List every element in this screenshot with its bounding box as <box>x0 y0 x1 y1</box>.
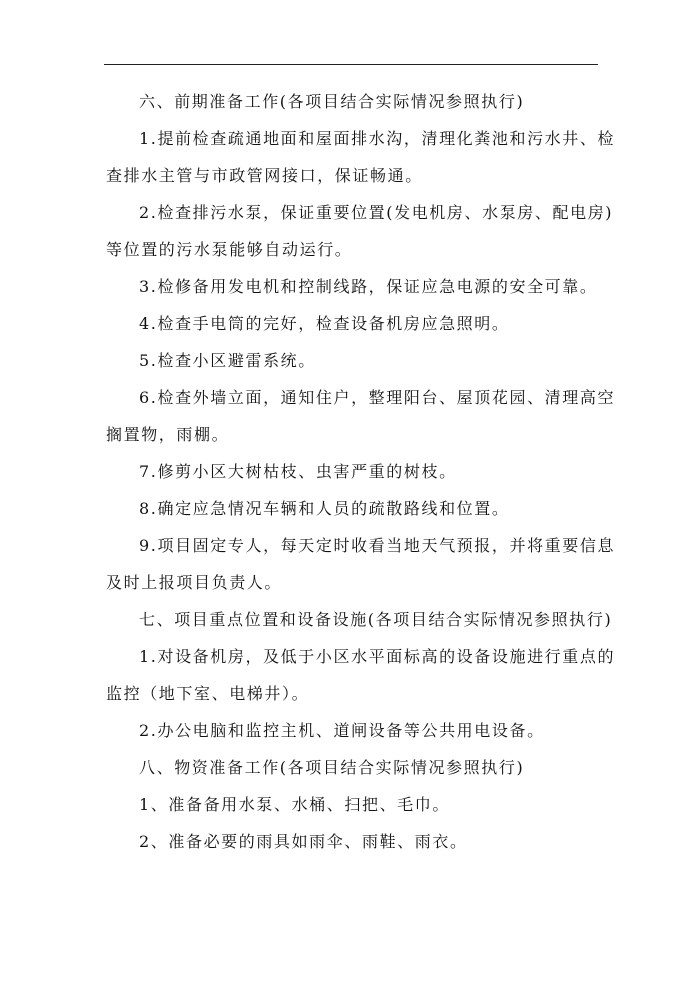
document-body <box>106 92 616 870</box>
list-item: 4.检查手电筒的完好，检查设备机房应急照明。 <box>139 314 510 333</box>
list-item: 1、准备备用水泵、水桶、扫把、毛巾。 <box>139 795 450 814</box>
list-item: 2.办公电脑和监控主机、道闸设备等公共用电设备。 <box>139 721 545 740</box>
list-item: 2、准备必要的雨具如雨伞、雨鞋、雨衣。 <box>139 832 468 851</box>
list-item: 3.检修备用发电机和控制线路，保证应急电源的安全可靠。 <box>139 277 598 296</box>
list-item: 1.提前检查疏通地面和屋面排水沟，清理化粪池和污水井、检 查排水主管与市政管网接口，保证畅通。 <box>106 129 616 185</box>
list-item: 5.检查小区避雷系统。 <box>139 351 316 370</box>
list-item: 1.对设备机房，及低于小区水平面标高的设备设施进行重点的 监控（地下室、电梯井）。 <box>106 647 616 703</box>
list-item: 7.修剪小区大树枯枝、虫害严重的树枝。 <box>139 462 457 481</box>
list-item: 2.检查排污水泵，保证重要位置(发电机房、水泵房、配电房) 等位置的污水泵能够自动运行。 <box>106 203 614 259</box>
section-heading: 六、前期准备工作(各项目结合实际情况参照执行) <box>139 92 525 111</box>
list-item: 8.确定应急情况车辆和人员的疏散路线和位置。 <box>139 499 510 518</box>
section-heading: 七、项目重点位置和设备设施(各项目结合实际情况参照执行) <box>139 610 613 629</box>
header-rule <box>104 64 598 65</box>
section-heading: 八、物资准备工作(各项目结合实际情况参照执行) <box>139 758 525 777</box>
list-item: 9.项目固定专人，每天定时收看当地天气预报，并将重要信息 及时上报项目负责人。 <box>106 536 616 592</box>
list-item: 6.检查外墙立面，通知住户，整理阳台、屋顶花园、清理高空 搁置物，雨棚。 <box>106 388 616 444</box>
